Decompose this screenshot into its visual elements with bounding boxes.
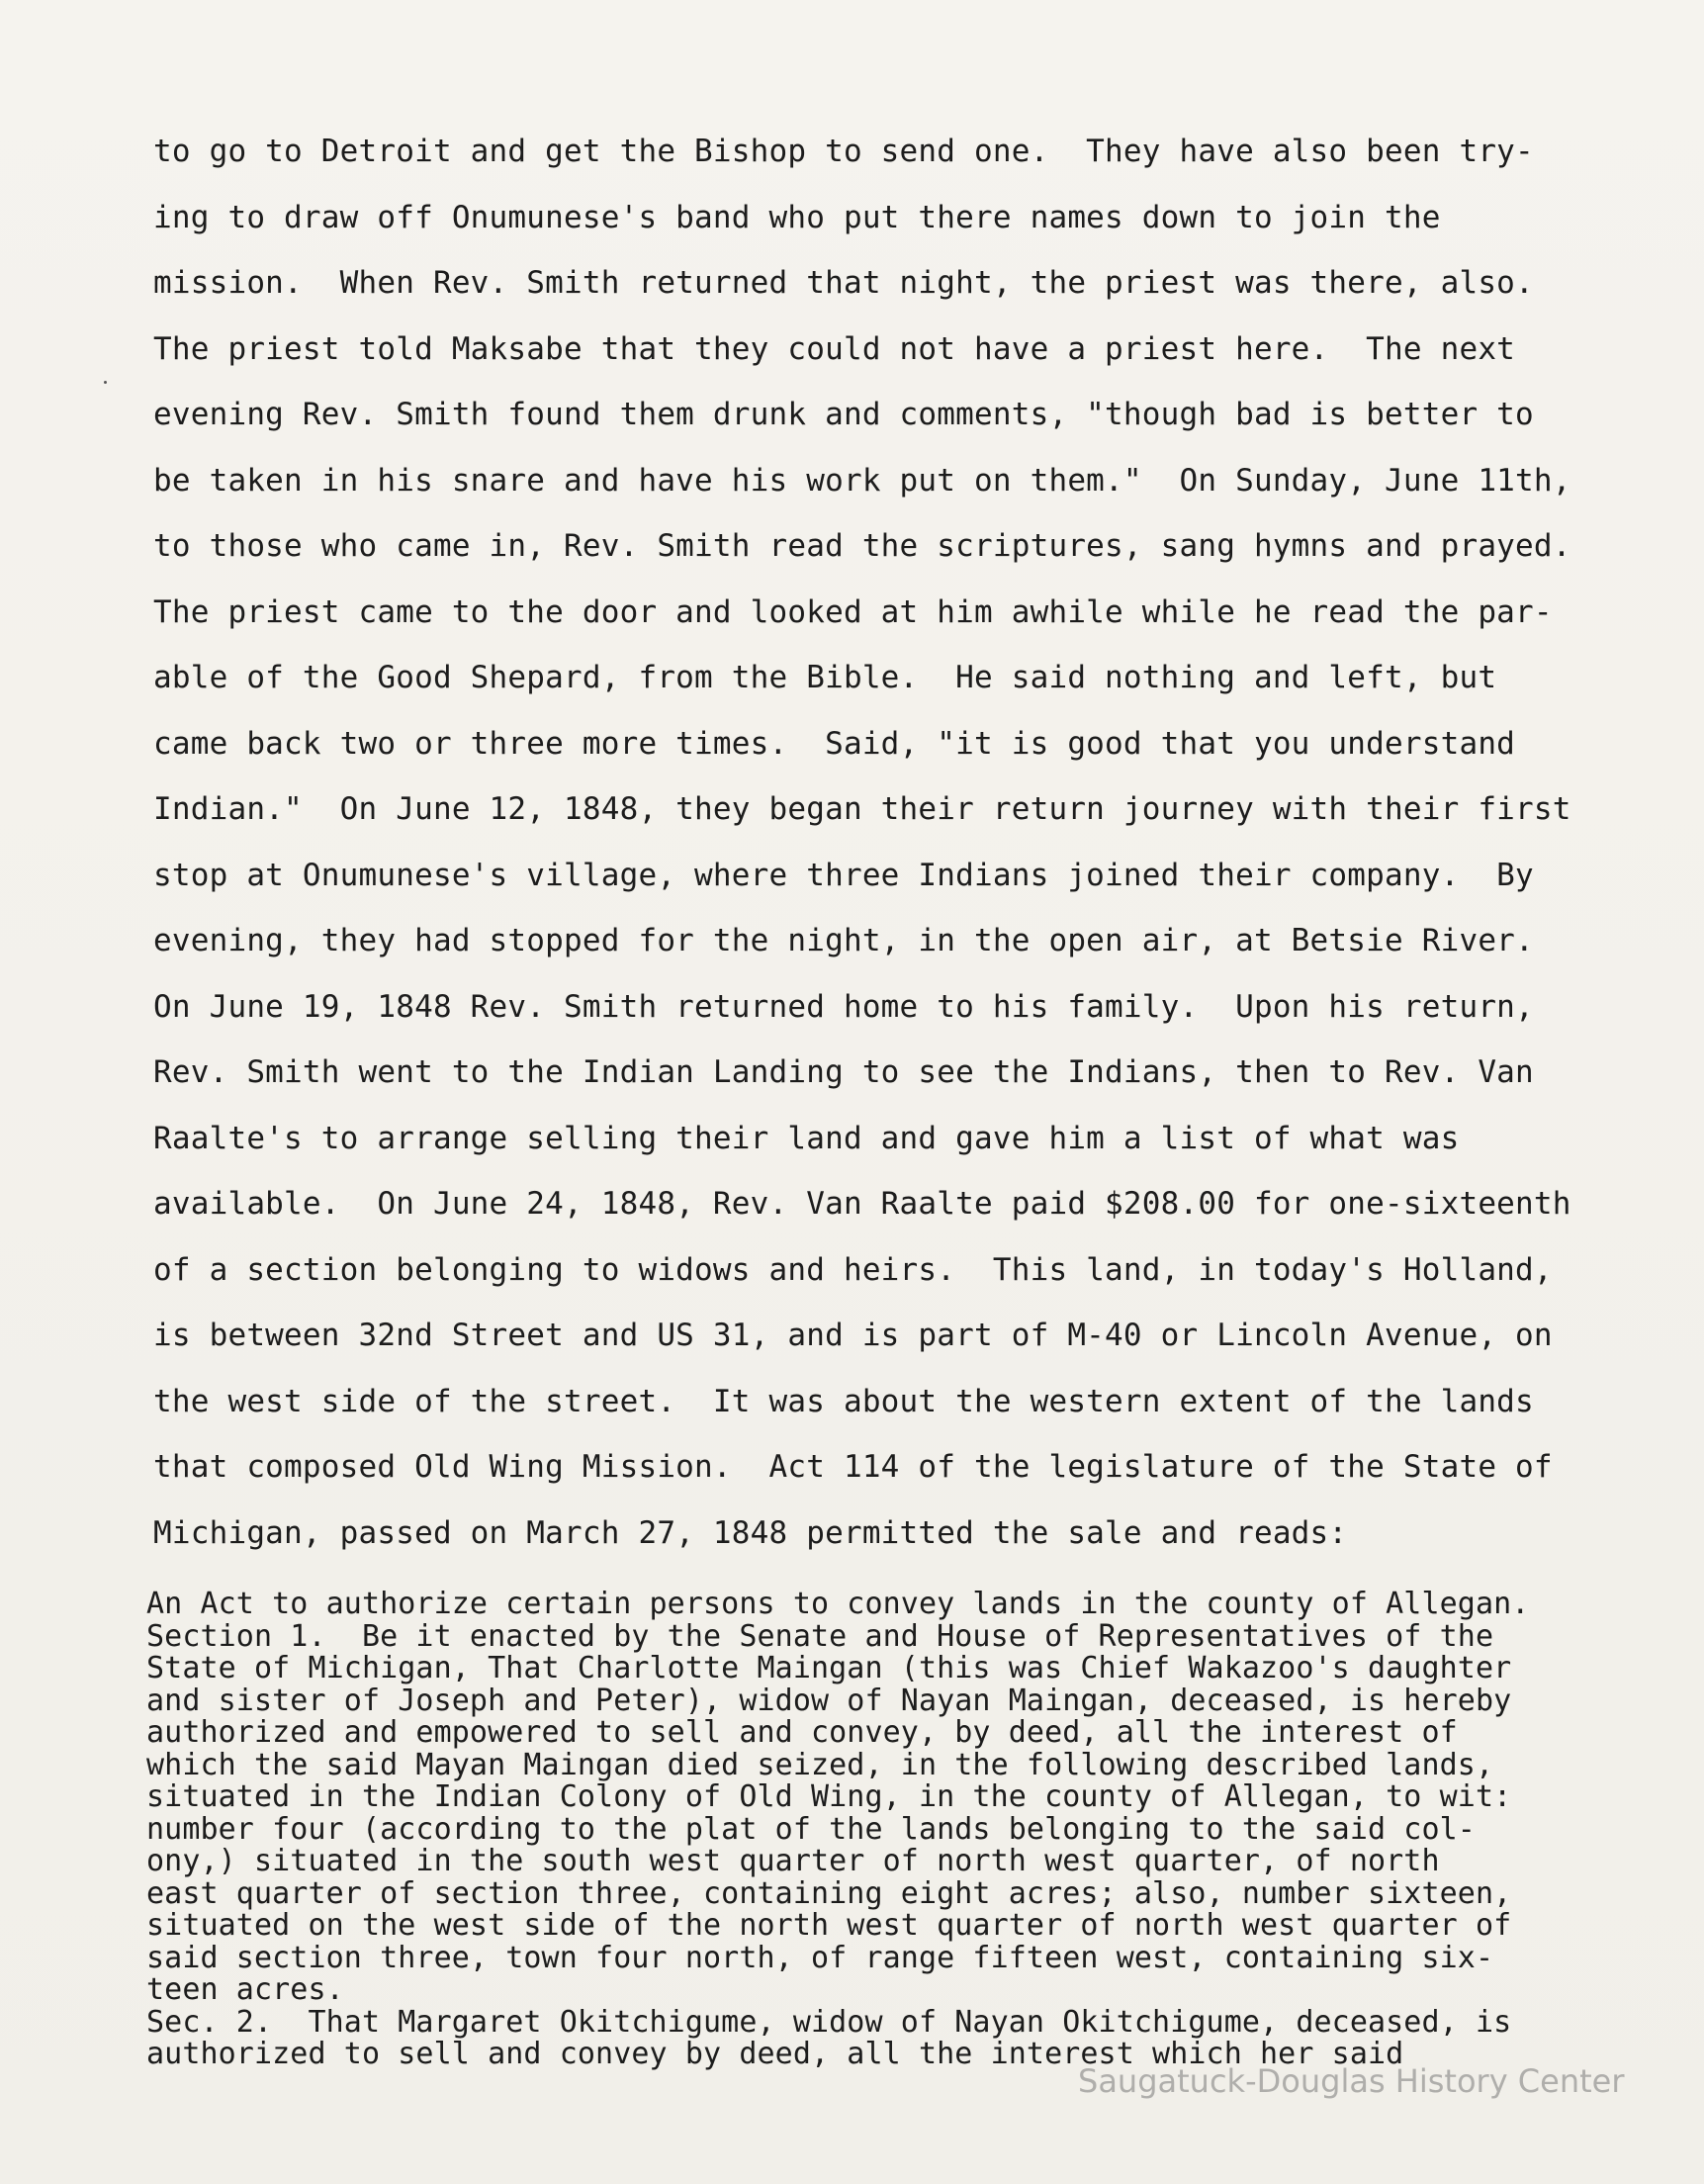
margin-mark (104, 381, 107, 384)
body-text (153, 119, 1676, 1566)
statute-line: east quarter of section three, containing eight acres; also, number sixteen, (146, 1875, 1512, 1911)
body-line: evening, they had stopped for the night, in the open air, at Betsie River. (153, 923, 1534, 958)
body-line: evening Rev. Smith found them drunk and comments, "though bad is better to (153, 397, 1534, 432)
body-line: that composed Old Wing Mission. Act 114 of the legislature of the State of (153, 1449, 1553, 1485)
statute-line: Section 1. Be it enacted by the Senate and House of Representatives of the (146, 1618, 1494, 1654)
statute-line: situated in the Indian Colony of Old Wing, in the county of Allegan, to wit: (146, 1779, 1512, 1814)
statute-line: State of Michigan, That Charlotte Maingan (this was Chief Wakazoo's daughter (146, 1651, 1512, 1685)
statute-line: situated on the west side of the north west quarter of north west quarter of (146, 1908, 1512, 1943)
body-line: of a section belonging to widows and heirs. This land, in today's Holland, (153, 1251, 1553, 1288)
statute-line: authorized and empowered to sell and convey, by deed, all the interest of (146, 1715, 1458, 1750)
body-line: stop at Onumunese's village, where three Indians joined their company. By (153, 857, 1534, 893)
body-line: came back two or three more times. Said, "it is good that you understand (153, 725, 1516, 762)
statute-line: teen acres. (146, 1972, 344, 2007)
statute-line: said section three, town four north, of range fifteen west, containing six- (146, 1940, 1494, 1975)
statute-line: Sec. 2. That Margaret Okitchigume, widow of Nayan Okitchigume, deceased, is (146, 2004, 1512, 2040)
body-line: to go to Detroit and get the Bishop to send one. They have also been try- (153, 134, 1534, 169)
body-line: Indian." On June 12, 1848, they began their return journey with their first (153, 791, 1571, 827)
body-line: is between 32nd Street and US 31, and is part of M-40 or Lincoln Avenue, on (153, 1318, 1553, 1353)
statute-line: which the said Mayan Maingan died seized, in the following described lands, (146, 1747, 1494, 1782)
statute-line: ony,) situated in the south west quarter of north west quarter, of north (146, 1844, 1440, 1878)
body-line: available. On June 24, 1848, Rev. Van Raalte paid $208.00 for one-sixteenth (153, 1186, 1571, 1222)
body-line: the west side of the street. It was about the western extent of the lands (153, 1383, 1534, 1419)
archive-watermark: Saugatuck-Douglas History Center (1078, 2062, 1625, 2100)
statute-line: authorized to sell and convey by deed, all the interest which her said (146, 2037, 1404, 2071)
body-line: ing to draw off Onumunese's band who put there names down to join the (153, 199, 1441, 235)
body-line: mission. When Rev. Smith returned that night, the priest was there, also. (153, 265, 1534, 301)
body-line: The priest told Maksabe that they could not have a priest here. The next (153, 330, 1516, 367)
body-line: Rev. Smith went to the Indian Landing to see the Indians, then to Rev. Van (153, 1054, 1534, 1090)
body-line: On June 19, 1848 Rev. Smith returned home to his family. Upon his return, (153, 988, 1534, 1025)
statute-line: number four (according to the plat of the lands belonging to the said col- (146, 1811, 1476, 1847)
statute-line: An Act to authorize certain persons to convey lands in the county of Allegan. (146, 1587, 1530, 1621)
body-line: Raalte's to arrange selling their land and gave him a list of what was (153, 1120, 1460, 1156)
body-line: The priest came to the door and looked at him awhile while he read the par- (153, 593, 1553, 630)
body-line: able of the Good Shepard, from the Bible. He said nothing and left, but (153, 660, 1497, 695)
statute-line: and sister of Joseph and Peter), widow of Nayan Maingan, deceased, is hereby (146, 1683, 1512, 1718)
body-line: to those who came in, Rev. Smith read the scriptures, sang hymns and prayed. (153, 528, 1571, 564)
body-line: Michigan, passed on March 27, 1848 permitted the sale and reads: (153, 1514, 1348, 1551)
body-line: be taken in his snare and have his work put on them." On Sunday, June 11th, (153, 462, 1571, 499)
statute-quote (146, 1589, 1689, 2071)
